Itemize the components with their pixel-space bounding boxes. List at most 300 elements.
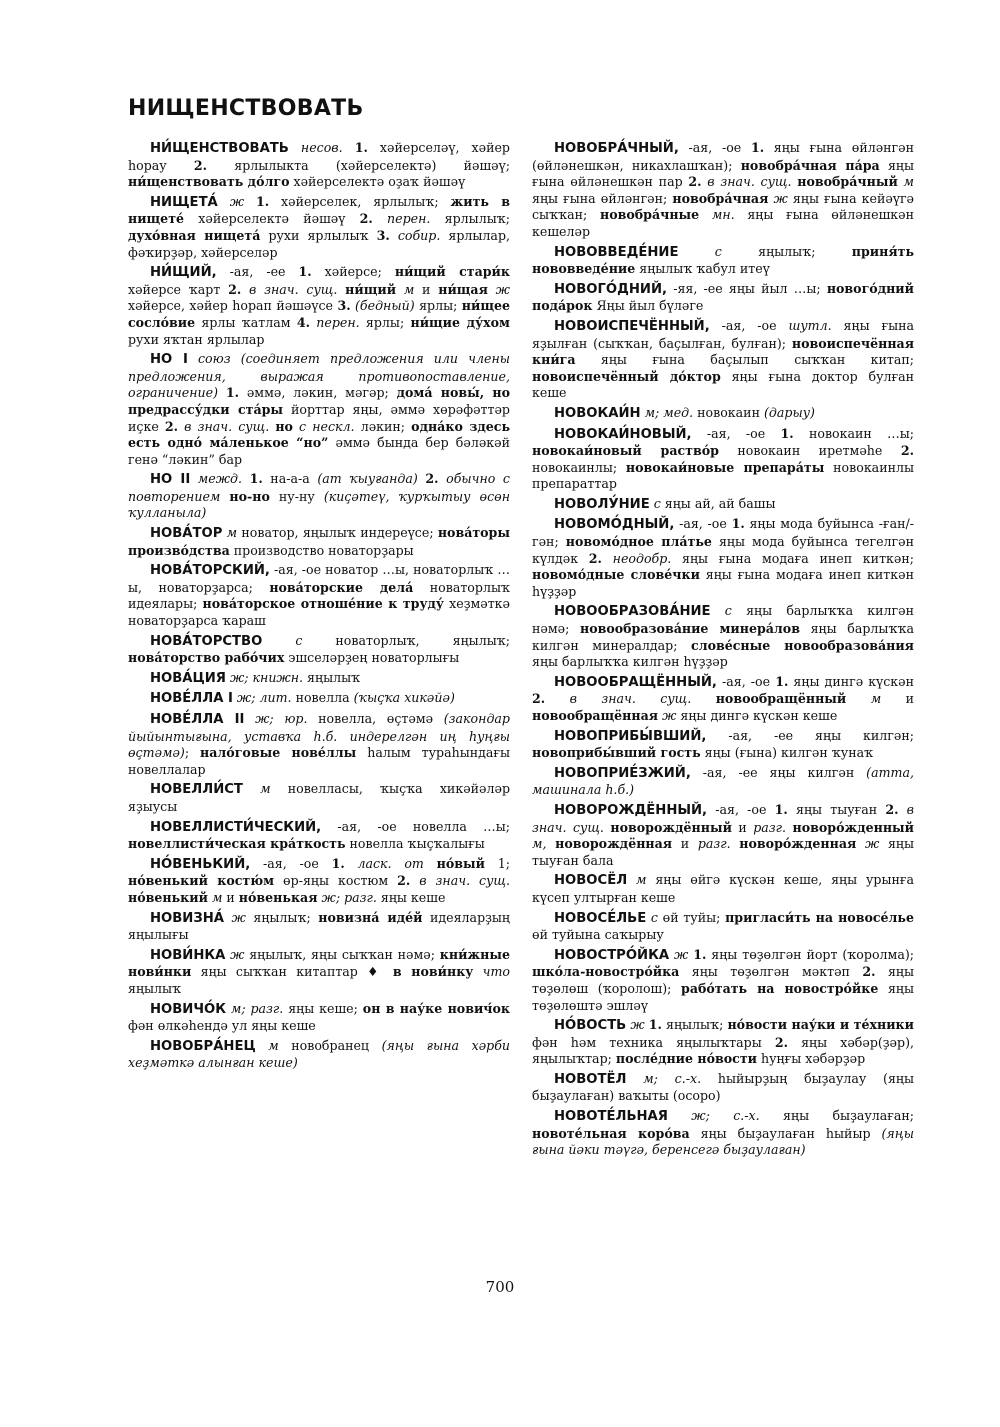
grammar-label: м; разг.: [225, 1000, 289, 1016]
example-phrase: новорождённый: [610, 819, 732, 835]
grammar-label: м: [396, 281, 423, 297]
dictionary-entry: [532, 281, 914, 315]
headword: НОВОКАИ́НОВЫЙ,: [554, 426, 692, 442]
page-number: 700: [485, 1278, 515, 1296]
translation: яңы ғына яҙылған (сыҡҡан, баҫылған, булған);: [532, 317, 915, 351]
grammar-label: в знач. сущ.: [532, 801, 915, 835]
headword: НИ́ЩИЙ,: [150, 265, 217, 281]
translation: яңы ғына баҫылып сыҡҡан китап;: [575, 352, 914, 368]
translation: һалым тураһындағы новеллалар: [128, 745, 511, 777]
translation: яңы дингә күскән: [788, 673, 914, 689]
dictionary-entry: [532, 426, 914, 493]
translation: ярлылыкта (хәйерселектә) йәшәү;: [207, 157, 510, 173]
headword: НОВОПРИБЫ́ВШИЙ,: [554, 728, 707, 744]
translation: Яңы йыл бүләге: [592, 298, 704, 314]
example-phrase: 2.: [774, 1034, 788, 1050]
translation: -ая, -ое новатор …ы, новаторлыҡ …ы, новаторҙарса;: [128, 562, 510, 595]
translation: яңы тыуған бала: [532, 836, 914, 868]
grammar-label: ж: [223, 909, 254, 925]
example-phrase: но́венькая: [238, 889, 318, 905]
example-phrase: новокаи́новый раство́р: [532, 443, 719, 459]
example-phrase: 1.: [249, 471, 263, 487]
dictionary-entry: [532, 728, 914, 762]
headword: НОВЕ́ЛЛА II: [150, 712, 245, 727]
grammar-label: (дарыу): [763, 404, 815, 420]
headword: НО́ВОСТЬ: [554, 1018, 627, 1034]
example-phrase: шко́ла-новостро́йка: [532, 964, 680, 980]
example-phrase: 3.: [376, 227, 390, 243]
grammar-label: ласк. от: [344, 855, 437, 871]
grammar-label: что: [473, 964, 510, 980]
translation: новокаинлы;: [532, 459, 626, 475]
translation: -ая, -ое: [250, 855, 332, 871]
example-phrase: но: [275, 418, 293, 434]
translation: яңы ғына кейәүгә сыҡҡан;: [532, 190, 915, 223]
translation: яңы барлыҡҡа килгән нәмә;: [532, 603, 915, 637]
translation: -ая, -ое: [707, 801, 775, 817]
translation: новелла ҡыҫҡалығы: [345, 836, 485, 852]
dictionary-entry: [532, 140, 914, 241]
translation: яңы өйгә күскән кеше, яңы урынға күсеп ултырған кеше: [532, 872, 914, 905]
headword: НОВОСТРО́ЙКА: [554, 947, 670, 963]
dictionary-entry: [128, 1001, 510, 1035]
translation: новелласы, ҡыҫҡа хикәйәләр яҙыусы: [128, 781, 511, 814]
example-phrase: новоиспечённый до́ктор: [532, 368, 721, 384]
dictionary-entry: [532, 1071, 914, 1105]
headword: НОВОГО́ДНИЙ,: [554, 281, 667, 297]
headword: НОВОИСПЕЧЁННЫЙ,: [554, 318, 710, 334]
translation: яңы мода буйынса тегелгән күлдәк: [532, 534, 914, 566]
translation: хәйерселәү, хәйер һорау: [128, 140, 510, 173]
grammar-label: неодобр.: [601, 550, 683, 566]
headword: НОВОРОЖДЁННЫЙ,: [554, 802, 708, 818]
grammar-label: ж: [658, 708, 681, 723]
translation: -ая, -ое: [709, 317, 789, 333]
example-phrase: ни́щая: [438, 281, 488, 297]
translation: новатор, яңылыҡ индереүсе;: [241, 525, 438, 541]
headword: НОВОТЕ́ЛЬНАЯ: [554, 1109, 668, 1125]
translation: и: [731, 819, 754, 835]
grammar-label: (яңы ғына йәки тәүгә, беренсегә быҙаулаған): [532, 1125, 914, 1158]
grammar-label: с: [649, 495, 665, 511]
translation: ярлы;: [414, 298, 462, 314]
translation: яңылыҡ: [128, 980, 182, 996]
example-phrase: духо́вная нищета́: [128, 227, 261, 243]
example-phrase: новоро́жденная: [739, 836, 857, 852]
translation: ярлылыҡ;: [430, 211, 510, 227]
example-phrase: пригласи́ть на новосе́лье: [725, 909, 914, 925]
dictionary-entry: [532, 765, 914, 799]
grammar-label: несов.: [288, 140, 355, 155]
grammar-label: в знач. сущ.: [545, 691, 716, 707]
dictionary-entry: [128, 781, 510, 815]
translation: -яя, -ее яңы йыл …ы;: [667, 280, 827, 296]
example-phrase: 2.: [588, 550, 602, 566]
grammar-label: с: [262, 632, 336, 648]
translation: яңылыҡ;: [253, 909, 319, 925]
translation: хәйерсе;: [311, 264, 395, 280]
example-phrase: новорождённая: [555, 836, 673, 852]
translation: өй туйы;: [662, 909, 726, 925]
grammar-label: ж; с.-х.: [667, 1108, 784, 1124]
example-phrase: 4.: [296, 314, 310, 330]
example-phrase: 2.: [532, 691, 546, 707]
translation: рухи ярлылыҡ: [260, 227, 377, 243]
grammar-label: м: [255, 1037, 292, 1053]
translation: яңы ғына модаға инеп киткән;: [682, 550, 914, 566]
translation: и: [226, 889, 239, 905]
translation: яңы дингә күскән кеше: [680, 708, 838, 723]
example-phrase: слове́сные новообразова́ния: [691, 637, 914, 653]
translation: ну-ну: [269, 488, 324, 504]
dictionary-entry: [128, 1038, 510, 1072]
grammar-label: с: [646, 909, 663, 925]
grammar-label: (бедный): [350, 298, 415, 314]
example-phrase: 1.: [750, 140, 765, 155]
translation: хәйерселектә йәшәү: [184, 211, 360, 227]
dictionary-entry: [128, 194, 510, 261]
translation: идеяларҙың яңылығы: [128, 909, 510, 943]
example-phrase: новокаи́новые препара́ты: [625, 459, 825, 475]
dictionary-entry: [128, 140, 510, 191]
grammar-label: (киҫәтеү, ҡурҡытыу өсөн ҡулланыла): [128, 488, 511, 521]
headword: НОВОКАИ́Н: [554, 405, 641, 421]
translation: -ая, -ое: [674, 516, 732, 532]
dictionary-entry: [532, 802, 914, 869]
grammar-label: м: [207, 889, 227, 905]
dictionary-entry: [532, 947, 914, 1014]
translation: производство новаторҙары: [229, 542, 414, 558]
translation: яңылыҡ: [307, 669, 361, 685]
grammar-label: м,: [532, 836, 556, 852]
translation: һуңғы хәбәрҙәр: [757, 1051, 866, 1067]
grammar-label: (атта, машинала һ.б.): [532, 764, 914, 798]
grammar-label: м: [242, 781, 288, 797]
translation: әммә бында бер бәләкәй генә “ләкин” бар: [128, 435, 510, 467]
grammar-label: в знач. сущ.: [178, 418, 276, 434]
dictionary-entry: [532, 674, 914, 725]
example-phrase: нова́торское отноше́ние к труду́: [202, 596, 444, 612]
translation: яңы быҙаулаған;: [783, 1108, 914, 1124]
example-phrase: 1.: [225, 385, 239, 401]
headword: НОВОМО́ДНЫЙ,: [554, 517, 675, 533]
grammar-label: м; с.-х.: [626, 1070, 718, 1086]
headword: НОВИЧО́К: [150, 1001, 226, 1017]
translation: әммә, ләкин, мәгәр;: [239, 385, 397, 401]
grammar-label: перен.: [309, 314, 360, 330]
translation: ярлы;: [359, 314, 411, 330]
translation: өй туйына саҡырыу: [532, 927, 664, 943]
translation: һыйырҙың быҙаулау (яңы быҙаулаған) ваҡыты (осоро): [532, 1070, 914, 1104]
example-phrase: новообращённая: [532, 708, 659, 723]
translation: новелла: [295, 690, 354, 706]
example-phrase: но́вый: [436, 855, 485, 871]
translation: яңы ғына доктор булған кеше: [532, 368, 914, 401]
dictionary-entry: [532, 1017, 914, 1068]
translation: фән өлкәһендә ул яңы кеше: [128, 1018, 316, 1034]
headword: НОВОВВЕДЕ́НИЕ: [554, 244, 679, 260]
example-phrase: новобра́чная па́ра: [740, 157, 880, 173]
translation: новаторлыҡ, яңылыҡ;: [335, 632, 510, 648]
translation: -ая, -ее: [216, 264, 299, 280]
example-phrase: новеллисти́ческая кра́ткость: [128, 836, 346, 852]
example-phrase: 2.: [900, 443, 914, 459]
grammar-label: м: [627, 872, 656, 888]
example-phrase: ни́щий стари́к: [394, 264, 510, 280]
translation: -ая, -ое: [716, 673, 776, 689]
translation: -ая, -ее яңы килгән;: [706, 727, 914, 743]
grammar-label: ж: [487, 281, 510, 297]
translation: өр-яңы костюм: [274, 873, 398, 889]
dictionary-entry: [128, 711, 510, 778]
headword: НОВА́ТОР: [150, 526, 223, 542]
example-phrase: 1.: [775, 673, 789, 689]
translation: эшселәрҙең новаторлығы: [284, 650, 460, 666]
headword: НОВООБРАЗОВА́НИЕ: [554, 604, 711, 620]
example-phrase: 2.: [688, 174, 702, 190]
grammar-label: ж; лит.: [232, 690, 296, 706]
example-phrase: новоиспечённая кни́га: [532, 335, 914, 368]
dictionary-entry: [532, 405, 914, 423]
grammar-label: разг.: [753, 819, 793, 835]
translation: -ая, -ее яңы килгән: [690, 764, 867, 780]
example-phrase: 1.: [354, 140, 368, 155]
translation: и: [905, 691, 914, 707]
grammar-label: ж; книжн.: [225, 669, 308, 685]
headword: НОВА́ТОРСКИЙ,: [150, 563, 270, 579]
translation: яңы (ғына) килгән ҡунаҡ: [700, 745, 874, 761]
example-phrase: новизна́ иде́й: [318, 909, 423, 925]
grammar-label: ж: [217, 193, 256, 209]
translation: яңы тыуған: [787, 801, 886, 817]
translation: на-а-а: [262, 471, 318, 487]
headword: НО́ВЕНЬКИЙ,: [150, 856, 251, 872]
grammar-label: собир.: [389, 227, 441, 243]
translation: яңылыҡ;: [661, 1017, 728, 1033]
translation: ;: [184, 745, 201, 761]
example-phrase: новоприбы́вший гость: [532, 745, 701, 761]
example-phrase: 1.: [331, 855, 345, 871]
example-phrase: приня́ть нововведе́ние: [532, 243, 915, 277]
translation: яңы ғына өйләнгән (өйләнешкән, никахлашҡан);: [532, 140, 915, 173]
translation: яңы төҙөлгән мәктәп: [679, 964, 863, 980]
example-phrase: новообращённый: [715, 691, 847, 707]
grammar-label: ж: [768, 190, 793, 206]
dictionary-entry: [128, 471, 510, 522]
translation: яңы төҙөлөштә эшләү: [532, 980, 914, 1013]
grammar-label: шутл.: [788, 317, 844, 333]
headword: НИ́ЩЕНСТВОВАТЬ: [150, 141, 289, 156]
example-phrase: нового́дний пода́рок: [532, 280, 914, 314]
example-phrase: 2.: [397, 873, 411, 889]
dictionary-entry: [128, 670, 510, 688]
headword: НОВЕЛЛИ́СТ: [150, 782, 243, 798]
translation: ләкин;: [360, 418, 412, 434]
example-phrase: но́вости нау́ки и те́хники: [727, 1017, 914, 1033]
grammar-label: в знач. сущ.: [701, 174, 798, 190]
grammar-label: с: [678, 243, 759, 259]
translation: и: [672, 836, 698, 852]
example-phrase: 3.: [337, 298, 351, 314]
example-phrase: он в нау́ке нович́ок: [362, 1000, 510, 1016]
grammar-label: в знач. сущ.: [241, 281, 346, 297]
dictionary-entry: [128, 819, 510, 853]
translation: новобранец: [291, 1037, 382, 1053]
example-phrase: 2.: [164, 418, 179, 434]
example-phrase: нова́торство рабо́чих: [128, 650, 285, 666]
example-phrase: одна́ко здесь есть одно́ ма́ленькое “но”: [128, 418, 510, 451]
dictionary-entry: [532, 244, 914, 278]
grammar-label: ж: [856, 836, 888, 852]
headword: НОВОБРА́ЧНЫЙ,: [554, 141, 679, 156]
example-phrase: новобра́чные: [599, 207, 700, 223]
translation: яңылыҡ, яңы сыҡҡан нәмә;: [249, 946, 440, 962]
grammar-label: м: [222, 525, 242, 541]
example-phrase: 2.: [193, 157, 208, 173]
running-head: НИЩЕНСТВОВАТЬ: [128, 96, 364, 121]
grammar-label: ж: [626, 1017, 649, 1033]
translation: -ая, -ое новелла …ы;: [321, 818, 510, 834]
grammar-label: м: [897, 174, 914, 190]
grammar-label: разг.: [697, 836, 740, 852]
translation: яңылыҡ ҡабул итеү: [635, 261, 770, 277]
translation: хәйерсе, хәйер һорап йәшәүсе: [128, 298, 338, 314]
headword: НОВОТЁЛ: [554, 1071, 627, 1087]
headword: НОВИЗНА́: [150, 910, 224, 926]
grammar-label: союз (соединяет предложения или члены предложения, выражая противопоставление, ограничение): [128, 351, 510, 401]
translation: йорттар яңы, әммә хөрәфәттәр иҫке: [128, 401, 510, 434]
grammar-label: в знач. сущ.: [410, 873, 510, 889]
translation: новаторлыҡ идеялары;: [128, 579, 510, 612]
grammar-label: с нескл.: [292, 418, 361, 434]
translation: яңылыҡ;: [758, 243, 852, 259]
headword: НОВОПРИЕ́ЗЖИЙ,: [554, 765, 691, 781]
example-phrase: жить в нищете́: [128, 193, 510, 227]
headword: НОВЕ́ЛЛА I: [150, 691, 233, 707]
translation: яңы барлыҡҡа килгән һүҙҙәр: [532, 654, 728, 670]
headword: НОВА́ТОРСТВО: [150, 633, 263, 649]
example-phrase: новобра́чный: [797, 174, 898, 190]
dictionary-entry: [128, 856, 510, 907]
example-phrase: новообразова́ние минера́лов: [579, 621, 800, 637]
dictionary-entry: [128, 633, 510, 667]
dictionary-entry: [128, 264, 510, 348]
grammar-label: (яңы ғына хәрби хеҙмәткә алынған кеше): [128, 1037, 511, 1071]
headword: НОВОБРА́НЕЦ: [150, 1038, 256, 1054]
translation: хеҙмәткә новаторҙарса ҡараш: [128, 596, 511, 629]
headword: НОВООБРАЩЁННЫЙ,: [554, 674, 717, 690]
translation: яңы ғына өйләнгән;: [532, 190, 673, 206]
example-phrase: 2.: [425, 471, 439, 487]
translation: ярлы ҡатлам: [195, 314, 297, 330]
example-phrase: нова́торы произво́дства: [128, 525, 510, 558]
headword: НО II: [150, 472, 191, 488]
translation: яңы төҙөлгән йорт (ҡоролма);: [706, 946, 914, 962]
translation: хәйерселек, ярлылыҡ;: [269, 193, 451, 209]
grammar-label: обычно с повторением: [128, 471, 510, 504]
grammar-label: м: [846, 691, 906, 707]
dictionary-entry: [532, 496, 914, 514]
grammar-label: ж; разг.: [317, 889, 381, 905]
example-phrase: 1.: [731, 516, 745, 532]
example-phrase: 1.: [780, 425, 794, 441]
translation: новокаин: [697, 404, 764, 420]
example-phrase: рабо́тать на новостро́йке: [681, 980, 879, 996]
example-phrase: кни́жные нови́нки: [128, 946, 510, 980]
example-phrase: дома́ новы́, но предрассу́дки ста́ры: [128, 385, 510, 417]
translation: новокаин иретмәһе: [718, 443, 901, 459]
translation: новокаин …ы;: [793, 425, 914, 441]
grammar-label: ж: [225, 946, 250, 962]
translation: новелла, өҫтәмә: [318, 711, 444, 726]
example-phrase: но́венький: [128, 889, 208, 905]
dictionary-entry: [532, 872, 914, 906]
translation: яңы ғына өйләнешкән пар: [532, 157, 915, 190]
translation: яңы быҙаулаған һыйыр: [689, 1125, 882, 1141]
example-phrase: 2.: [885, 801, 899, 817]
example-phrase: нова́торские дела́: [269, 579, 414, 595]
translation: яңы барлыҡҡа килгән минералдар;: [532, 621, 915, 653]
translation: новокаинлы препараттар: [532, 459, 915, 492]
example-phrase: ни́щие ду́хом: [410, 314, 510, 330]
example-phrase: 2.: [228, 281, 242, 297]
translation: яңы ай, ай башы: [664, 495, 776, 511]
dictionary-entry: [532, 1108, 914, 1159]
example-phrase: 1.: [648, 1017, 662, 1033]
translation: и: [422, 281, 439, 297]
grammar-label: м; мед.: [640, 404, 698, 420]
example-phrase: 2.: [862, 964, 876, 980]
example-phrase: но-но: [229, 488, 270, 504]
example-phrase: 1.: [298, 264, 312, 280]
dictionary-entry: [128, 525, 510, 559]
translation: -ая, -ое: [691, 425, 781, 441]
grammar-label: ж; юр.: [244, 711, 319, 726]
dictionary-entry: [128, 351, 510, 468]
example-phrase: новомо́дное пла́тье: [565, 534, 712, 550]
right-column: [532, 140, 914, 1162]
example-phrase: новобра́чная: [672, 190, 769, 206]
translation: хәйерсе ҡарт: [128, 281, 229, 297]
example-phrase: ни́щенствовать до́лго: [128, 174, 290, 190]
example-phrase: ни́щий: [345, 281, 397, 297]
headword: НОВИ́НКА: [150, 947, 226, 963]
headword: НОВОЛУ́НИЕ: [554, 496, 650, 512]
left-column: [128, 140, 510, 1075]
example-phrase: новоро́жденный: [792, 819, 915, 835]
translation: яңы кеше: [380, 889, 446, 905]
translation: яңы ғына модаға инеп киткән һүҙҙәр: [532, 567, 914, 599]
grammar-label: перен.: [372, 211, 431, 227]
translation: -ая, -ое: [678, 140, 751, 155]
translation: хәйерселектә оҙаҡ йәшәү: [289, 174, 466, 190]
translation: яңы хәбәр(ҙәр), яңылыҡтар;: [532, 1034, 914, 1067]
dictionary-entry: [128, 690, 510, 708]
grammar-label: (ат ҡыуғанда): [317, 471, 426, 487]
dictionary-entry: [532, 516, 914, 600]
grammar-label: мн.: [699, 207, 748, 223]
grammar-label: (закондар йыйынтығына, уставҡа һ.б. индерелгән иң һуңғы өҫтәмә): [128, 711, 510, 761]
grammar-label: (ҡыҫҡа хикәйә): [353, 690, 455, 706]
translation: яңы кеше;: [288, 1000, 363, 1016]
example-phrase: но́венький костю́м: [128, 873, 275, 889]
dictionary-entry: [532, 318, 914, 402]
translation: яңы төҙөлөш (ҡоролош);: [532, 964, 915, 996]
headword: НОВЕЛЛИСТИ́ЧЕСКИЙ,: [150, 819, 322, 835]
grammar-label: межд.: [190, 471, 250, 487]
headword: НО I: [150, 352, 188, 368]
example-phrase: в нови́нку: [392, 964, 474, 980]
